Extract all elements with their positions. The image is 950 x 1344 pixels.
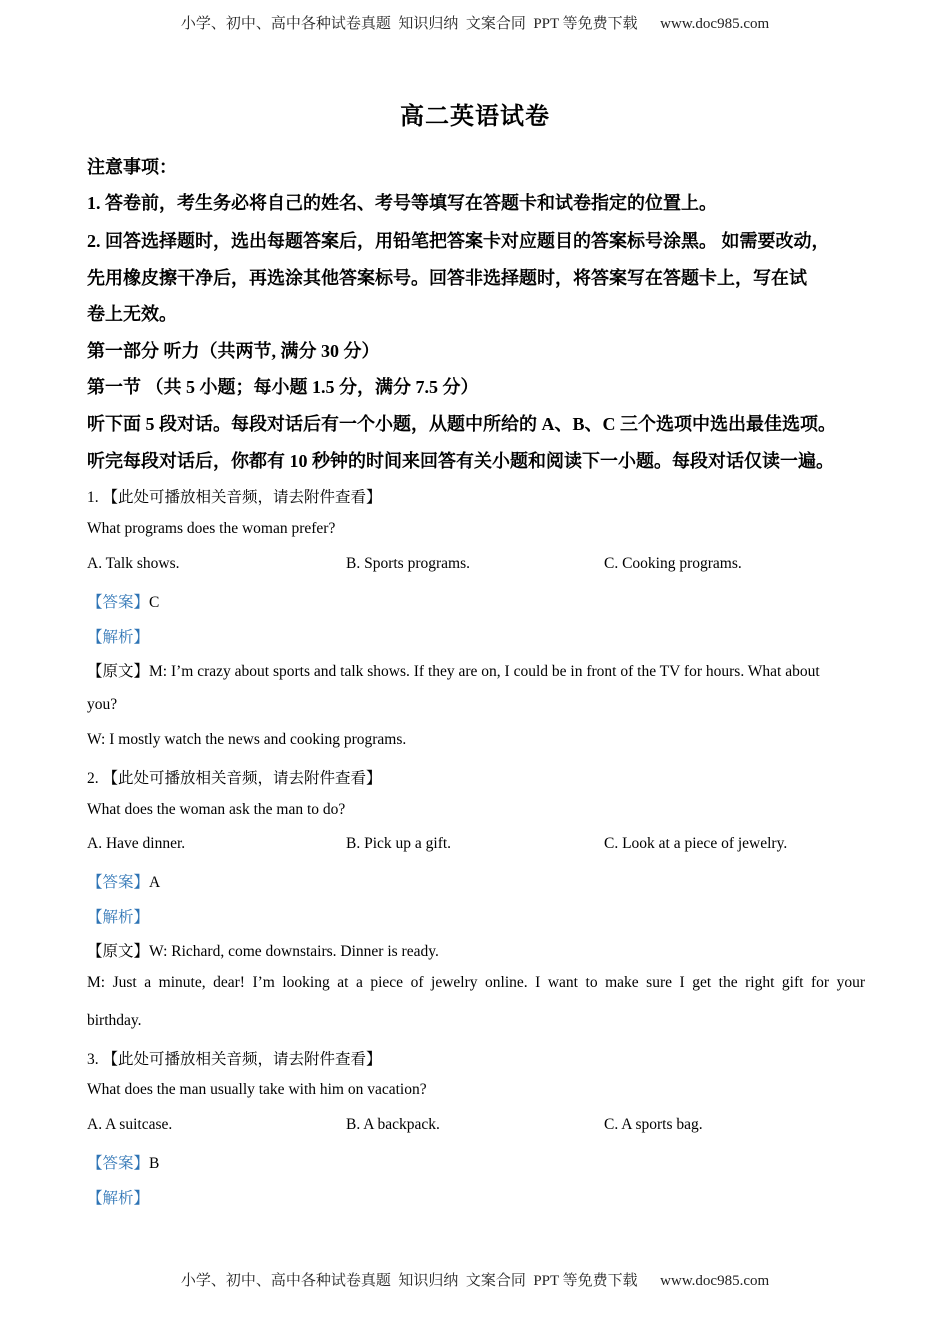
q1-option-c: C. Cooking programs.	[604, 555, 742, 572]
q3-answer-value: B	[149, 1155, 160, 1172]
analysis-label: 【解析】	[87, 1190, 150, 1207]
notes-item-2-line-3: 卷上无效。	[87, 304, 177, 324]
q1-transcript-line-1: 【原文】M: I’m crazy about sports and talk shows. If they are on, I could be in front of the TV for hours. What about	[87, 663, 820, 680]
q3-audio-note: 3. 【此处可播放相关音频，请去附件查看】	[87, 1051, 382, 1068]
section1-heading: 第一节 （共 5 小题；每小题 1.5 分，满分 7.5 分）	[87, 377, 479, 397]
q2-audio-note: 2. 【此处可播放相关音频，请去附件查看】	[87, 770, 382, 787]
q3-option-a: A. A suitcase.	[87, 1116, 173, 1133]
part1-heading: 第一部分 听力（共两节, 满分 30 分）	[87, 341, 380, 361]
q1-answer-value: C	[149, 594, 160, 611]
q2-option-b: B. Pick up a gift.	[346, 835, 452, 852]
instructions-line-2: 听完每段对话后，你都有 10 秒钟的时间来回答有关小题和阅读下一小题。每段对话仅读一遍。	[87, 451, 834, 471]
q1-transcript-line-3: W: I mostly watch the news and cooking programs.	[87, 731, 407, 748]
answer-label: 【答案】	[87, 594, 150, 611]
notes-item-1: 1. 答卷前，考生务必将自己的姓名、考号等填写在答题卡和试卷指定的位置上。	[87, 193, 717, 213]
q2-answer-row	[87, 870, 160, 892]
q2-analysis-row	[87, 905, 149, 927]
transcript-label: 【原文】	[87, 663, 150, 680]
transcript-label: 【原文】	[87, 943, 150, 960]
q2-transcript-line-3: birthday.	[87, 1012, 142, 1029]
q1-option-a: A. Talk shows.	[87, 555, 180, 572]
q2-option-a: A. Have dinner.	[87, 835, 186, 852]
q3-option-b: B. A backpack.	[346, 1116, 440, 1133]
q2-transcript-line-2: M: Just a minute, dear! I’m looking at a piece of jewelry online. I want to make sure I get the right gift for your	[87, 974, 865, 991]
q1-option-b: B. Sports programs.	[346, 555, 470, 572]
q1-question: What programs does the woman prefer?	[87, 520, 336, 537]
q2-option-c: C. Look at a piece of jewelry.	[604, 835, 788, 852]
notes-item-2-line-2: 先用橡皮擦干净后，再选涂其他答案标号。回答非选择题时，将答案写在答题卡上，写在试	[87, 268, 807, 288]
document-title: 高二英语试卷	[400, 104, 550, 130]
q3-question: What does the man usually take with him on vacation?	[87, 1081, 427, 1098]
analysis-label: 【解析】	[87, 909, 150, 926]
notes-heading: 注意事项：	[87, 157, 177, 177]
instructions-line-1: 听下面 5 段对话。每段对话后有一个小题，从题中所给的 A、B、C 三个选项中选出最佳选项。	[87, 414, 836, 434]
answer-label: 【答案】	[87, 1155, 150, 1172]
answer-label: 【答案】	[87, 874, 150, 891]
page-footer: 小学、初中、高中各种试卷真题 知识归纳 文案合同 PPT 等免费下载 www.doc985.com	[180, 1273, 770, 1289]
q3-option-c: C. A sports bag.	[604, 1116, 703, 1133]
q3-analysis-row	[87, 1186, 149, 1208]
q1-analysis-row	[87, 625, 149, 647]
q3-answer-row	[87, 1151, 159, 1173]
page-header: 小学、初中、高中各种试卷真题 知识归纳 文案合同 PPT 等免费下载 www.doc985.com	[180, 16, 770, 32]
analysis-label: 【解析】	[87, 629, 150, 646]
q1-answer-row	[87, 590, 159, 612]
q1-transcript-line-2: you?	[87, 696, 118, 713]
q2-question: What does the woman ask the man to do?	[87, 801, 346, 818]
q1-audio-note: 1. 【此处可播放相关音频，请去附件查看】	[87, 489, 382, 506]
notes-item-2-line-1: 2. 回答选择题时，选出每题答案后，用铅笔把答案卡对应题目的答案标号涂黑。 如需要改动，	[87, 231, 830, 251]
q2-answer-value: A	[149, 874, 161, 891]
q2-transcript-line-1: 【原文】W: Richard, come downstairs. Dinner is ready.	[87, 943, 439, 960]
